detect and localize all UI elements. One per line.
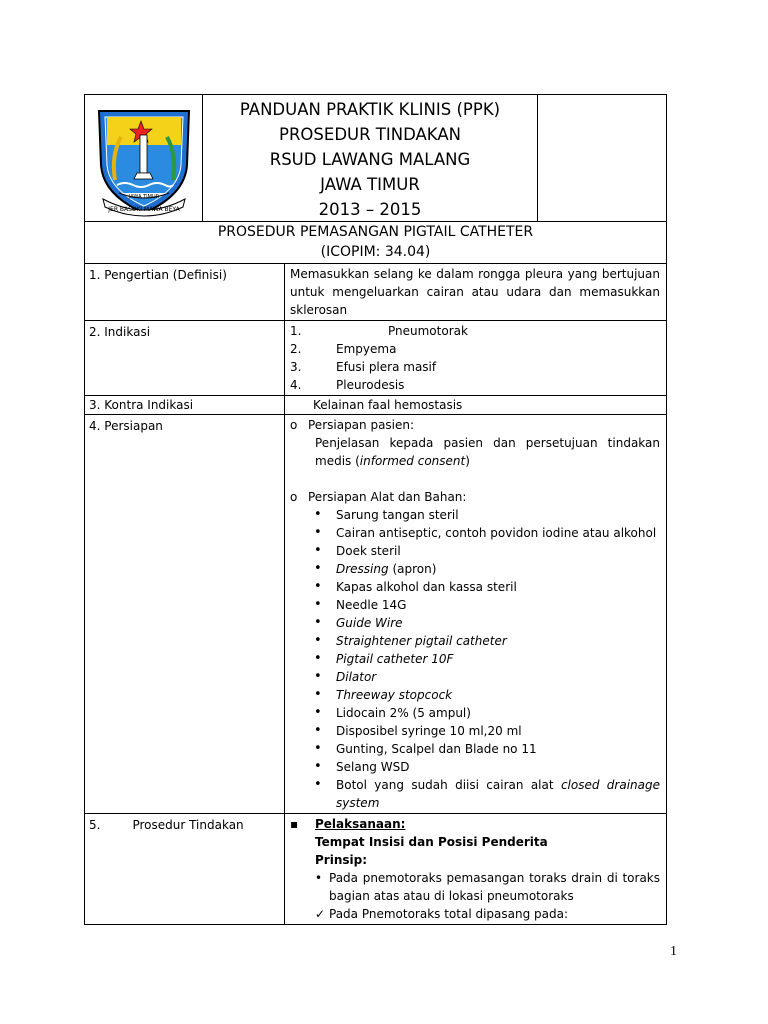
prinsip-check: Pada Pnemotoraks total dipasang pada: [329, 907, 569, 921]
title-line-2: PROSEDUR TINDAKAN [279, 125, 461, 144]
circle-bullet-icon: o [290, 418, 298, 432]
list-item: • Lidocain 2% (5 ampul) [312, 704, 660, 722]
header-block [84, 94, 667, 222]
circle-bullet-icon: o [290, 490, 298, 504]
procedure-table [84, 263, 667, 925]
list-item: • Kapas alkohol dan kassa steril [312, 578, 660, 596]
row-indikasi [85, 321, 667, 396]
label-kontra-indikasi: 3. Kontra Indikasi [89, 398, 194, 412]
list-item: • Sarung tangan steril [312, 506, 660, 524]
persiapan-content [285, 415, 666, 813]
indikasi-list [285, 321, 666, 395]
list-item: • Pigtail catheter 10F [312, 650, 660, 668]
label-indikasi: 2. Indikasi [89, 325, 151, 339]
indikasi-item: 2. Empyema [290, 342, 397, 356]
pelaksanaan-heading: Pelaksanaan: [315, 817, 406, 831]
check-icon: ✓ [315, 907, 326, 921]
list-item: • Dilator [312, 668, 660, 686]
svg-text:JAWA TIMUR: JAWA TIMUR [128, 194, 160, 200]
dressing-italic: Dressing [336, 562, 389, 576]
list-item: • Cairan antiseptic, contoh povidon iodine atau alkohol [312, 524, 660, 542]
persiapan-alat-heading: Persiapan Alat dan Bahan: [308, 490, 467, 504]
list-item: • Disposibel syringe 10 ml,20 ml [312, 722, 660, 740]
list-item: • Guide Wire [312, 614, 660, 632]
title-line-5: 2013 – 2015 [318, 200, 422, 219]
list-item: • Doek steril [312, 542, 660, 560]
tempat-heading: Tempat Insisi dan Posisi Penderita [315, 835, 548, 849]
label-pengertian: 1. Pengertian (Definisi) [89, 268, 227, 282]
alat-list [290, 506, 660, 812]
list-item: • Gunting, Scalpel dan Blade no 11 [312, 740, 660, 758]
square-bullet-icon: ▪ [290, 817, 299, 831]
title-line-1: PANDUAN PRAKTIK KLINIS (PPK) [239, 100, 501, 119]
indikasi-item: 1. Pneumotorak [290, 324, 468, 338]
list-item: • Threeway stopcock [312, 686, 660, 704]
indikasi-item: 4. Pleurodesis [290, 378, 405, 392]
label-prosedur: 5. Prosedur Tindakan [89, 818, 244, 832]
title-line-4: JAWA TIMUR [320, 175, 420, 194]
title-line-3: RSUD LAWANG MALANG [269, 150, 471, 169]
persiapan-pasien-text: Penjelasan kepada pasien dan persetujuan tindakan medis (informed consent) [315, 436, 660, 468]
prinsip-bullet: Pada pnemotoraks pemasangan toraks drain di toraks bagian atas atau di lokasi pneumotoraks [329, 871, 660, 903]
label-persiapan: 4. Persiapan [89, 419, 163, 433]
indikasi-item: 3. Efusi plera masif [290, 360, 437, 374]
document-title [203, 95, 538, 221]
kontra-text: Kelainan faal hemostasis [313, 398, 463, 412]
pengertian-text: Memasukkan selang ke dalam rongga pleura yang bertujuan untuk mengeluarkan cairan atau udara dan memasukkan sklerosan [290, 267, 660, 317]
subtitle-line-1: PROSEDUR PEMASANGAN PIGTAIL CATHETER [217, 224, 534, 240]
coat-of-arms-icon [85, 95, 203, 221]
persiapan-pasien-heading: Persiapan pasien: [308, 418, 415, 432]
prinsip-heading: Prinsip: [315, 853, 368, 867]
list-item: • Botol yang sudah diisi cairan alat closed drainage system [312, 776, 660, 812]
row-kontra-indikasi [85, 396, 667, 415]
procedure-subtitle [84, 221, 667, 264]
list-item: • Selang WSD [312, 758, 660, 776]
list-item: • Dressing (apron) [312, 560, 660, 578]
logo-cell [85, 95, 203, 221]
row-pengertian [85, 264, 667, 321]
row-persiapan [85, 415, 667, 814]
page-number: 1 [670, 944, 677, 959]
list-item: • Needle 14G [312, 596, 660, 614]
list-item: • Straightener pigtail catheter [312, 632, 660, 650]
row-prosedur [85, 814, 667, 925]
svg-text:JER BASUKI MAWA BEYA: JER BASUKI MAWA BEYA [108, 206, 180, 213]
prosedur-content [285, 814, 666, 924]
subtitle-line-2: (ICOPIM: 34.04) [320, 244, 431, 260]
bullet-icon: • [315, 871, 323, 885]
